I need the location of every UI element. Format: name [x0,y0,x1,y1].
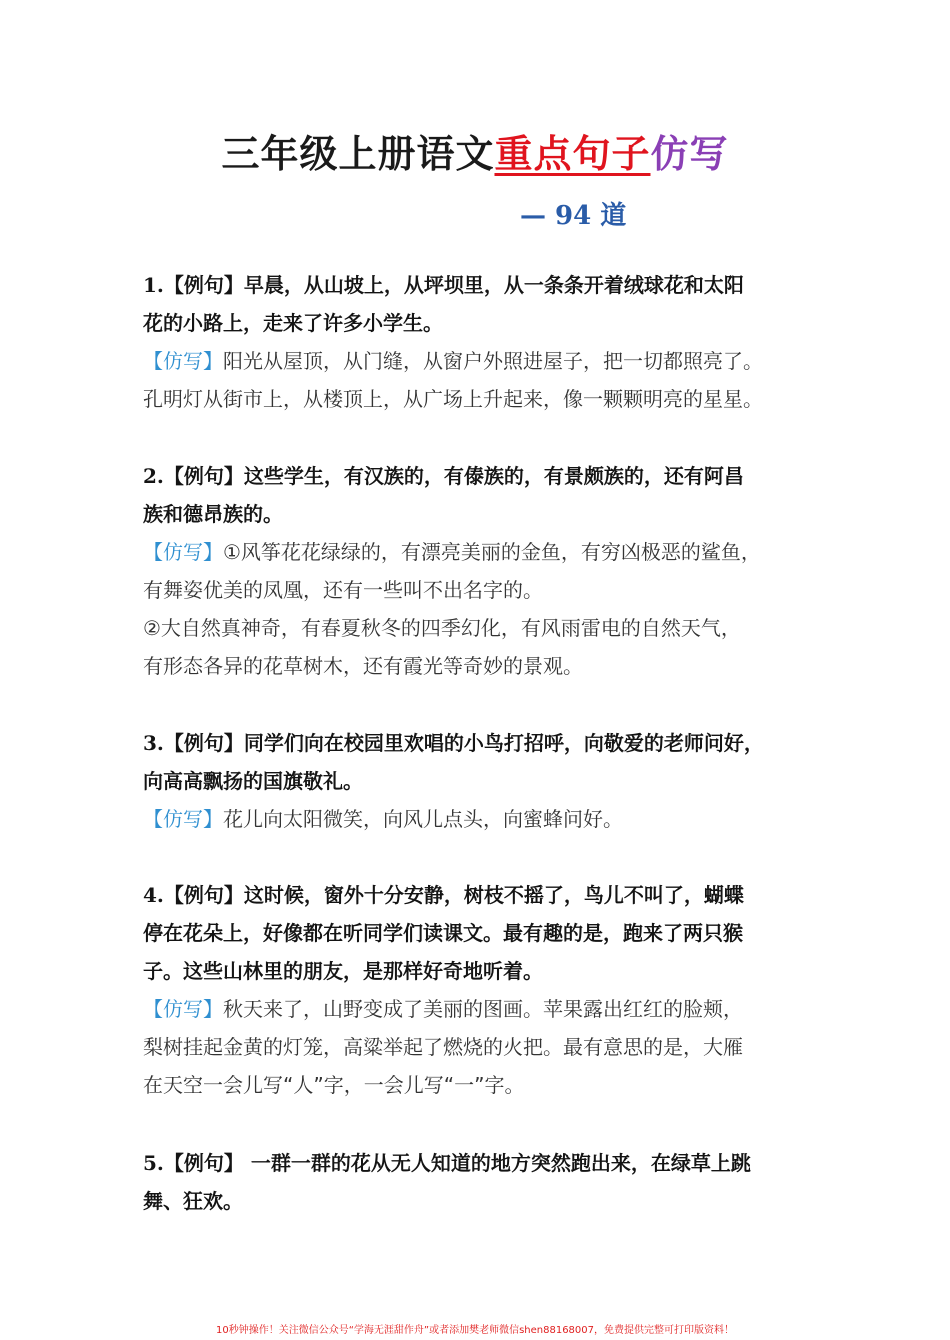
example-tag: 【例句】 [163,731,244,755]
exercise-item-1 [143,266,813,418]
imitation-line: 有形态各异的花草树木，还有霞光等奇妙的景观。 [143,654,583,678]
question-count: — 94 道 [520,201,627,231]
example-line: 花的小路上，走来了许多小学生。 [143,311,443,335]
imitation-text: ①风筝花花绿绿的，有漂亮美丽的金鱼，有穷凶极恶的鲨鱼， [223,540,761,564]
example-text: 这些学生，有汉族的，有傣族的，有景颇族的，还有阿昌 [243,464,744,488]
exercise-item-5 [143,1144,813,1220]
item-number: 2. [143,464,164,488]
example-tag: 【例句】 [163,464,244,488]
imitation-tag: 【仿写】 [143,540,223,564]
example-line [143,457,813,495]
imitation-text: 秋天来了，山野变成了美丽的图画。苹果露出红红的脸颊， [223,997,743,1021]
item-number: 1. [143,273,164,297]
example-line [143,876,813,914]
example-text: 这时候，窗外十分安静，树枝不摇了，鸟儿不叫了，蝴蝶 [243,883,744,907]
imitation-tag: 【仿写】 [143,997,223,1021]
item-number: 3. [143,731,164,755]
example-line: 子。这些山林里的朋友，是那样好奇地听着。 [143,959,543,983]
imitation-line: 孔明灯从街市上，从楼顶上，从广场上升起来，像一颗颗明亮的星星。 [143,387,763,411]
title-part-3: 仿写 [650,132,729,176]
imitation-line: 梨树挂起金黄的灯笼，高粱举起了燃烧的火把。最有意思的是，大雁 [143,1035,743,1059]
footer-promo-text: 10秒钟操作！关注微信公众号“学海无涯甜作舟”或者添加樊老师微信shen88168007，免费提供完整可打印版资料！ [215,1325,735,1336]
imitation-tag: 【仿写】 [143,807,223,831]
example-line: 族和德昂族的。 [143,502,283,526]
exercise-item-3 [143,724,813,838]
title-part-highlight: 重点句子 [494,132,651,176]
example-tag: 【例句】 [163,1151,244,1175]
imitation-line: 在天空一会儿写“人”字，一会儿写“一”字。 [143,1073,525,1097]
example-tag: 【例句】 [163,883,244,907]
example-line [143,1144,813,1182]
example-line [143,724,813,762]
imitation-line: 有舞姿优美的凤凰，还有一些叫不出名字的。 [143,578,543,602]
imitation-line [143,800,813,838]
example-text: 同学们向在校园里欢唱的小鸟打招呼，向敬爱的老师问好， [243,731,764,755]
example-text: 一群一群的花从无人知道的地方突然跑出来，在绿草上跳 [243,1151,751,1175]
example-line: 停在花朵上，好像都在听同学们读课文。最有趣的是，跑来了两只猴 [143,921,743,945]
imitation-tag: 【仿写】 [143,349,223,373]
example-line: 舞、狂欢。 [143,1189,243,1213]
imitation-line [143,342,813,380]
title-part-1: 三年级上册语文 [221,132,495,176]
item-number: 4. [143,883,164,907]
item-number: 5. [143,1151,164,1175]
example-line [143,266,813,304]
exercise-item-4 [143,876,813,1104]
imitation-line: ②大自然真神奇，有春夏秋冬的四季幻化，有风雨雷电的自然天气， [143,616,741,640]
page-title [0,128,950,180]
example-line: 向高高飘扬的国旗敬礼。 [143,769,363,793]
example-tag: 【例句】 [163,273,244,297]
imitation-text: 阳光从屋顶，从门缝，从窗户外照进屋子，把一切都照亮了。 [223,349,763,373]
imitation-line [143,990,813,1028]
exercise-item-2 [143,457,813,685]
example-text: 早晨，从山坡上，从坪坝里，从一条条开着绒球花和太阳 [243,273,744,297]
imitation-line [143,533,813,571]
imitation-text: 花儿向太阳微笑，向风儿点头，向蜜蜂问好。 [223,807,623,831]
